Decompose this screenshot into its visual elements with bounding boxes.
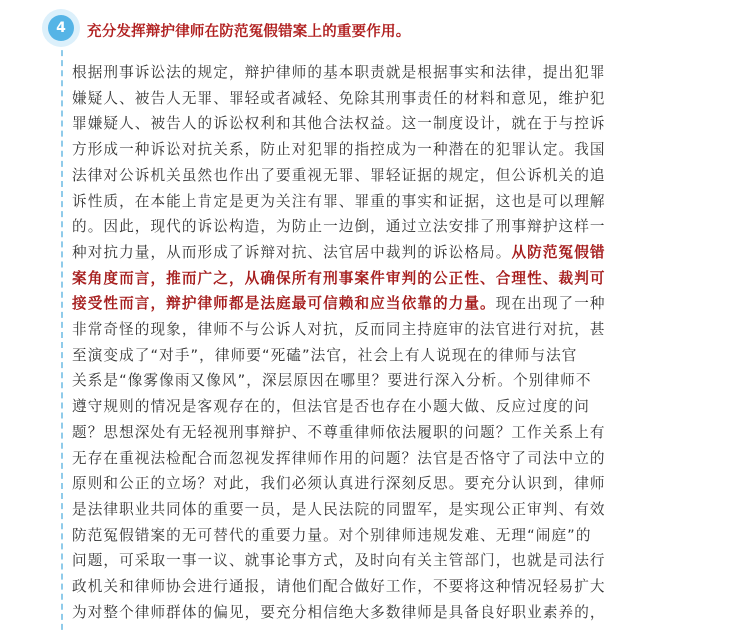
body-line: 诉性质，在本能上肯定是更为关注有罪、罪重的事实和证据，这也是可以理解 xyxy=(72,192,606,210)
body-line: 方形成一种诉讼对抗关系，防止对犯罪的指控成为一种潜在的犯罪认定。我国 xyxy=(72,141,606,159)
body-line: 为对整个律师群体的偏见，要充分相信绝大多数律师是具备良好职业素养的， xyxy=(72,603,606,621)
section-title: 充分发挥辩护律师在防范冤假错案上的重要作用。 xyxy=(87,24,411,40)
body-line: 防范冤假错案的无可替代的重要力量。对个别律师违规发难、无理“闹庭”的 xyxy=(72,526,592,544)
body-line: 非常奇怪的现象，律师不与公诉人对抗，反而同主持庭审的法官进行对抗，甚 xyxy=(72,321,606,339)
emphasis-text: 从防范冤假错 xyxy=(511,243,606,261)
body-line: 根据刑事诉讼法的规定，辩护律师的基本职责就是根据事实和法律，提出犯罪 xyxy=(72,64,606,81)
body-line: 关系是“像雾像雨又像风”，深层原因在哪里？要进行深入分析。个别律师不 xyxy=(72,372,592,390)
timeline-dashed-line xyxy=(61,40,63,633)
article-body xyxy=(72,60,618,625)
body-line: 种对抗力量，从而形成了诉辩对抗、法官居中裁判的诉讼格局。从防范冤假错 xyxy=(72,243,606,261)
body-line: 原则和公正的立场？对此，我们必须认真进行深刻反思。要充分认识到，律师 xyxy=(72,475,606,493)
emphasis-text: 接受性而言，辩护律师都是法庭最可信赖和应当依靠的力量。 xyxy=(72,295,496,313)
body-line: 嫌疑人、被告人无罪、罪轻或者减轻、免除其刑事责任的材料和意见，维护犯 xyxy=(72,89,606,107)
body-line: 接受性而言，辩护律师都是法庭最可信赖和应当依靠的力量。现在出现了一种 xyxy=(72,295,606,313)
body-line: 法律对公诉机关虽然也作出了要重视无罪、罪轻证据的规定，但公诉机关的追 xyxy=(72,166,606,184)
body-line: 遵守规则的情况是客观存在的，但法官是否也存在小题大做、反应过度的问 xyxy=(72,398,590,416)
body-line: 无存在重视法检配合而忽视发挥律师作用的问题？法官是否恪守了司法中立的 xyxy=(72,449,606,467)
body-line: 政机关和律师协会进行通报，请他们配合做好工作，不要将这种情况轻易扩大 xyxy=(72,578,606,596)
body-line: 的。因此，现代的诉讼构造，为防止一边倒，通过立法安排了刑事辩护这样一 xyxy=(72,218,606,236)
body-line: 题？思想深处有无轻视刑事辩护、不尊重律师依法履职的问题？工作关系上有 xyxy=(72,423,606,441)
body-line xyxy=(72,266,618,292)
section-number-badge: 4 xyxy=(48,15,74,41)
body-line: 是法律职业共同体的重要一员，是人民法院的同盟军，是实现公正审判、有效 xyxy=(72,500,606,518)
body-line: 罪嫌疑人、被告人的诉讼权利和其他合法权益。这一制度设计，就在于与控诉 xyxy=(72,115,606,133)
body-line: 至演变成了“对手”，律师要“死磕”法官，社会上有人说现在的律师与法官 xyxy=(72,346,578,364)
emphasis-text: 案角度而言，推而广之，从确保所有刑事案件审判的公正性、合理性、裁判可 xyxy=(72,269,606,287)
body-line: 问题，可采取一事一议、就事论事方式，及时向有关主管部门，也就是司法行 xyxy=(72,552,606,570)
